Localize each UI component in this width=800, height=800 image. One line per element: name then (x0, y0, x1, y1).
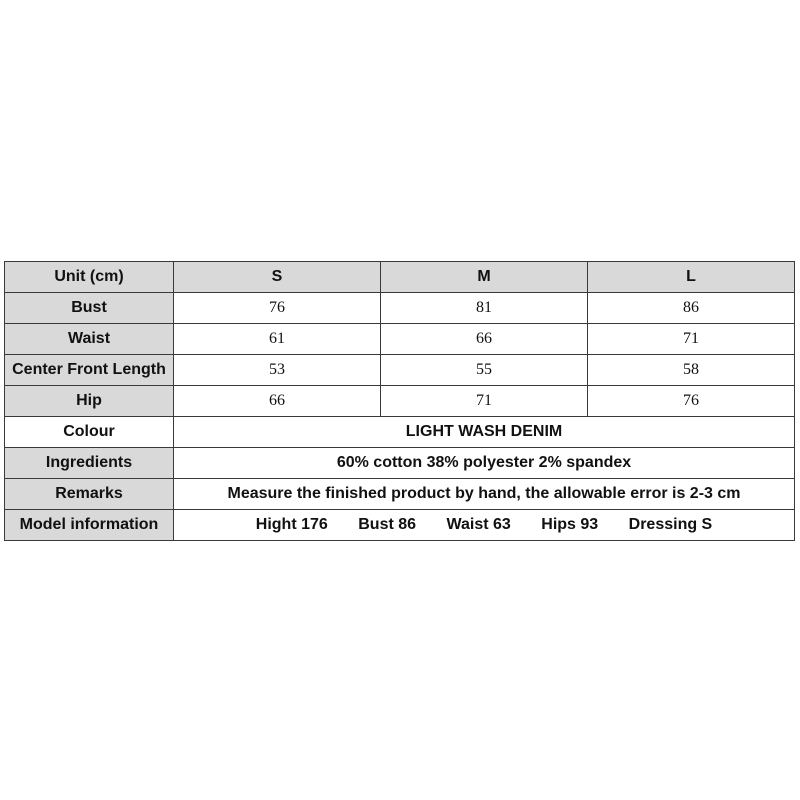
row-label-colour: Colour (5, 417, 174, 448)
table-row-colour (5, 417, 795, 448)
waist-l-value: 71 (588, 324, 795, 355)
hip-m-value: 71 (381, 386, 588, 417)
bust-m-value: 81 (381, 293, 588, 324)
table-header-row (5, 262, 795, 293)
table-row-remarks (5, 479, 795, 510)
table-row-bust (5, 293, 795, 324)
waist-m-value: 66 (381, 324, 588, 355)
model-bust: Bust 86 (358, 516, 417, 533)
cfl-s-value: 53 (174, 355, 381, 386)
header-size-l: L (588, 262, 795, 293)
waist-s-value: 61 (174, 324, 381, 355)
bust-s-value: 76 (174, 293, 381, 324)
table-row-waist (5, 324, 795, 355)
row-label-waist: Waist (5, 324, 174, 355)
cfl-l-value: 58 (588, 355, 795, 386)
row-label-ingredients: Ingredients (5, 448, 174, 479)
colour-value: LIGHT WASH DENIM (174, 417, 795, 448)
size-chart-table (4, 261, 795, 541)
model-information-value (174, 510, 795, 541)
model-hips: Hips 93 (541, 516, 599, 533)
row-label-center-front-length: Center Front Length (5, 355, 174, 386)
hip-l-value: 76 (588, 386, 795, 417)
ingredients-value: 60% cotton 38% polyester 2% spandex (174, 448, 795, 479)
row-label-model-information: Model information (5, 510, 174, 541)
table-row-center-front-length (5, 355, 795, 386)
model-height: Hight 176 (255, 516, 328, 533)
row-label-bust: Bust (5, 293, 174, 324)
header-size-s: S (174, 262, 381, 293)
table-row-hip (5, 386, 795, 417)
row-label-remarks: Remarks (5, 479, 174, 510)
header-size-m: M (381, 262, 588, 293)
cfl-m-value: 55 (381, 355, 588, 386)
header-unit: Unit (cm) (5, 262, 174, 293)
hip-s-value: 66 (174, 386, 381, 417)
table-row-ingredients (5, 448, 795, 479)
table-row-model-information (5, 510, 795, 541)
model-dressing-size: Dressing S (628, 516, 713, 533)
bust-l-value: 86 (588, 293, 795, 324)
model-waist: Waist 63 (446, 516, 511, 533)
remarks-value: Measure the finished product by hand, the allowable error is 2-3 cm (174, 479, 795, 510)
row-label-hip: Hip (5, 386, 174, 417)
